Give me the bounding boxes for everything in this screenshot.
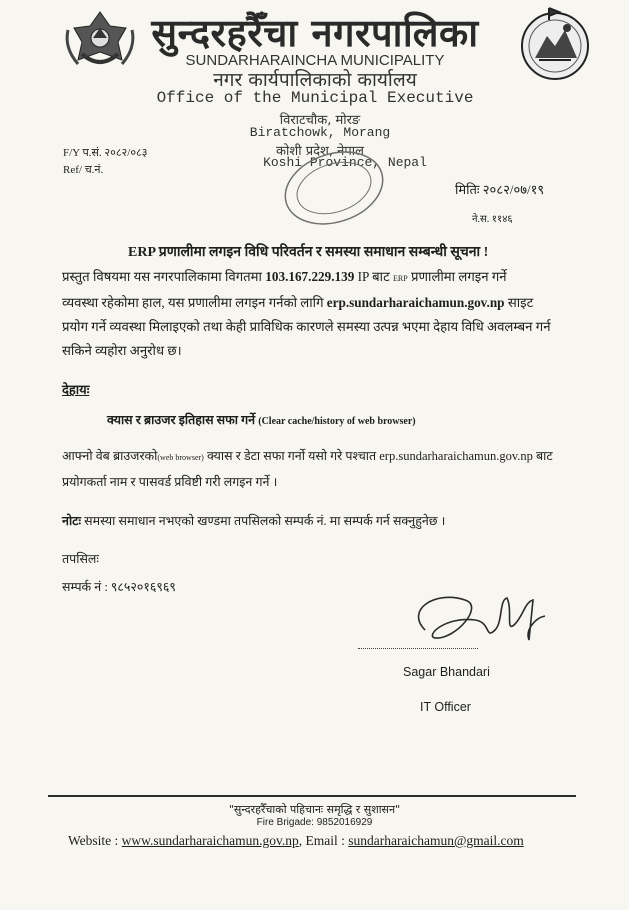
email-label: , Email : xyxy=(298,833,345,848)
para2-text: क्यास र डेटा सफा गर्नो यसो गरे पश्चात erp.sundarharaichamun.gov.np बाट xyxy=(206,449,553,463)
para1-text: साइट xyxy=(507,295,534,310)
note-label: नोटः xyxy=(62,514,82,528)
para2-text: आफ्नो वेब ब्राउजरको xyxy=(62,449,158,463)
reference-number: Ref/ च.नं. xyxy=(63,164,104,176)
municipality-slogan: "सुन्दरहरैँचाको पहिचानः समृद्धि र सुशासन" xyxy=(228,803,401,816)
nepal-emblem-icon xyxy=(60,8,140,74)
para1-text: सकिने व्यहोरा अनुरोध छ। xyxy=(62,343,182,358)
office-title-nepali: नगर कार्यपालिकाको कार्यालय xyxy=(213,69,417,91)
contact-number: सम्पर्क नं : ९८५२०१६९६९ xyxy=(62,580,176,594)
signature-line xyxy=(358,648,478,649)
signatory-role: IT Officer xyxy=(420,700,471,714)
para1-text: IP बाट xyxy=(357,269,390,284)
web-browser-label: (web browser) xyxy=(157,453,204,462)
ip-address: 103.167.229.139 xyxy=(265,269,355,284)
municipality-logo-icon xyxy=(515,6,595,82)
clear-cache-heading xyxy=(107,411,416,428)
footer-contact-line xyxy=(68,833,524,849)
address-nepali: विराटचौक, मोरङ xyxy=(279,113,361,128)
para1-text: व्यवस्था रहेकोमा हाल, यस प्रणालीमा लगइन गर्नको लागि xyxy=(62,295,324,310)
email-link[interactable]: sundarharaichamun@gmail.com xyxy=(348,833,524,848)
para1-text: प्रयोग गर्ने व्यवस्था मिलाइएको तथा केही प्राविधिक कारणले समस्या उत्पन्न भएमा देहाय विधि अवलम्बन गर्न xyxy=(62,319,551,334)
para2-text: प्रयोगकर्ता नाम र पासवर्ड प्रविष्टी गरी लगइन गर्ने । xyxy=(62,475,278,489)
para1-text: प्रणालीमा लगइन गर्ने xyxy=(410,269,507,284)
footer-divider xyxy=(48,795,576,797)
clear-cache-nepali: क्यास र ब्राउजर इतिहास सफा गर्ने xyxy=(107,413,256,427)
municipality-title-english: SUNDARHARAINCHA MUNICIPALITY xyxy=(185,52,445,69)
erp-label: ERP xyxy=(393,274,408,283)
clear-cache-english: (Clear cache/history of web browser) xyxy=(258,416,416,427)
note-text: समस्या समाधान नभएको खण्डमा तपसिलको सम्पर्क नं. मा सम्पर्क गर्न सक्नुहुनेछ । xyxy=(84,514,446,528)
fire-brigade-contact: Fire Brigade: 9852016929 xyxy=(256,817,373,828)
signatory-name: Sagar Bhandari xyxy=(403,665,490,679)
office-stamp-icon xyxy=(272,148,392,228)
notice-date: मितिः २०८२/०७/१९ xyxy=(455,182,545,197)
instruction-paragraph xyxy=(62,444,584,494)
municipality-title-nepali: सुन्दरहरैँचा नगरपालिका xyxy=(151,11,479,55)
notice-subject: ERP प्रणालीमा लगइन विधि परिवर्तन र समस्या समाधान सम्बन्धी सूचना ! xyxy=(128,245,489,260)
nepal-sambat-year: ने.स. ११४६ xyxy=(472,214,513,225)
para1-text: प्रस्तुत विषयमा यस नगरपालिकामा विगतमा xyxy=(62,269,262,284)
address-english: Biratchowk, Morang xyxy=(249,125,391,140)
website-link[interactable]: www.sundarharaichamun.gov.np xyxy=(121,833,299,848)
intro-paragraph xyxy=(62,265,584,363)
website-label: Website : xyxy=(68,833,119,848)
erp-site-link[interactable]: erp.sundarharaichamun.gov.np xyxy=(326,295,505,310)
note-line xyxy=(62,512,445,529)
province-nepali: कोशी प्रदेश, नेपाल xyxy=(276,144,364,159)
office-title-english: Office of the Municipal Executive xyxy=(156,89,474,107)
province-english: Koshi Province, Nepal xyxy=(263,155,427,170)
fiscal-year: F/Y प.सं. २०८२/०८३ xyxy=(63,147,148,159)
procedure-label: देहायः xyxy=(62,382,90,397)
details-label: तपसिलः xyxy=(62,552,99,566)
